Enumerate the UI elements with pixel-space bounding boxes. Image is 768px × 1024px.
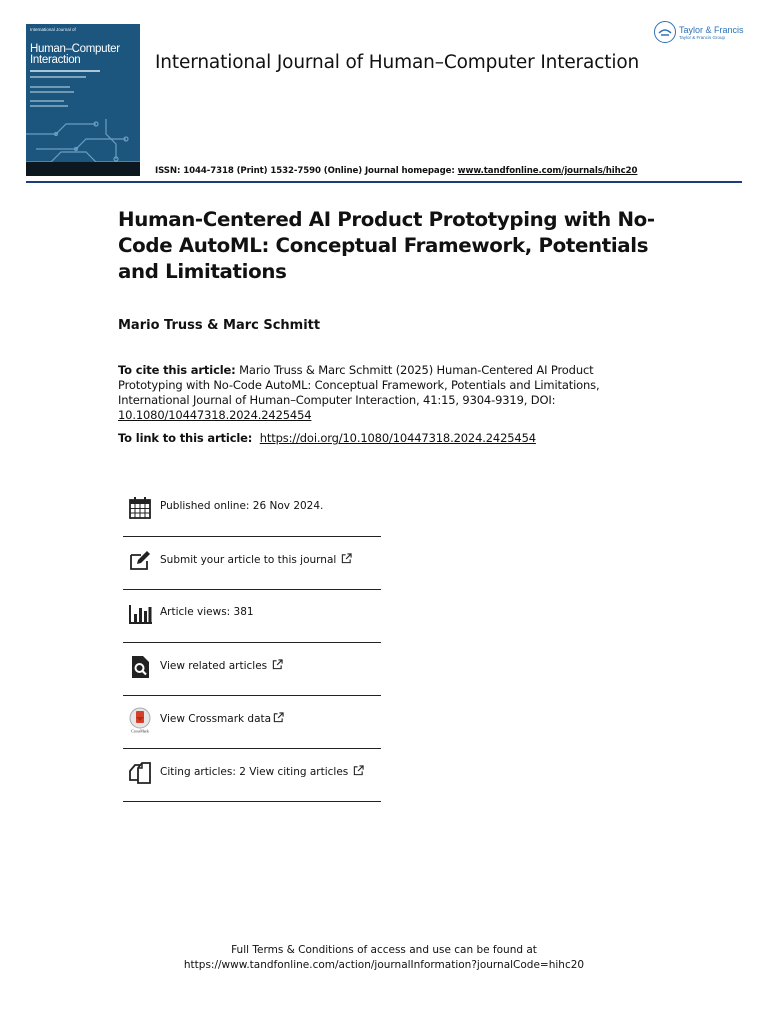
cover-title: Human–Computer Interaction xyxy=(30,43,120,66)
edit-icon xyxy=(128,549,152,573)
info-row-crossmark[interactable] xyxy=(123,696,381,749)
terms-link[interactable]: https://www.tandfonline.com/action/journalInformation?journalCode=hihc20 xyxy=(183,959,585,971)
crossmark-icon xyxy=(128,706,152,734)
related-articles-link[interactable]: View related articles xyxy=(160,660,268,672)
info-row-related[interactable] xyxy=(123,643,381,696)
citation-block xyxy=(118,363,638,423)
external-link-icon xyxy=(341,553,352,564)
issn-text: ISSN: 1044-7318 (Print) 1532-7590 (Online) Journal homepage: xyxy=(155,166,458,176)
external-link-icon xyxy=(272,659,283,670)
header-divider xyxy=(26,181,742,183)
bar-chart-icon xyxy=(128,602,152,626)
citing-articles-link[interactable]: Citing articles: 2 View citing articles xyxy=(160,766,349,778)
journal-cover-image xyxy=(26,24,140,176)
article-title: Human-Centered AI Product Prototyping with No-Code AutoML: Conceptual Framework, Potentials and Limitations xyxy=(118,208,655,283)
published-date: Published online: 26 Nov 2024. xyxy=(160,500,324,512)
article-info-list xyxy=(123,484,381,802)
info-row-views xyxy=(123,590,381,643)
cover-top-text: International Journal of xyxy=(30,27,76,32)
calendar-icon xyxy=(128,496,152,520)
publisher-group: Taylor & Francis Group xyxy=(679,34,726,40)
article-link-line xyxy=(118,431,536,445)
submit-article-link[interactable]: Submit your article to this journal xyxy=(160,554,337,566)
journal-homepage-link[interactable]: www.tandfonline.com/journals/hihc20 xyxy=(457,166,638,176)
external-link-icon xyxy=(353,765,364,776)
external-link-icon xyxy=(273,712,284,723)
info-row-citing[interactable] xyxy=(123,749,381,802)
terms-footer xyxy=(0,943,768,973)
search-document-icon xyxy=(128,655,152,679)
info-row-submit[interactable] xyxy=(123,537,381,590)
link-label: To link to this article: xyxy=(118,431,253,445)
cite-label: To cite this article: xyxy=(118,363,236,377)
journal-title: International Journal of Human–Computer Interaction xyxy=(155,52,640,73)
cite-doi-link[interactable]: 10.1080/10447318.2024.2425454 xyxy=(118,408,312,422)
publisher-name: Taylor & Francis xyxy=(679,24,744,35)
cite-text: Mario Truss & Marc Schmitt (2025) Human-Centered AI Product Prototyping with No-Code AutoML: Conceptual Framework, Potentials and Limitations, International Journal of Human–Computer Interaction, 41:15, 9304-9319, DOI: xyxy=(118,363,600,407)
info-row-published xyxy=(123,484,381,537)
crossmark-link[interactable]: View Crossmark data xyxy=(160,713,272,725)
taylor-francis-icon xyxy=(654,21,676,43)
publisher-logo[interactable] xyxy=(654,21,744,43)
issn-line xyxy=(155,166,637,176)
article-doi-link[interactable]: https://doi.org/10.1080/10447318.2024.2425454 xyxy=(259,431,536,445)
svg-text:CrossMark: CrossMark xyxy=(131,728,149,734)
article-authors: Mario Truss & Marc Schmitt xyxy=(118,318,321,333)
terms-text: Full Terms & Conditions of access and use can be found at xyxy=(231,944,537,956)
citing-articles-icon xyxy=(128,761,152,785)
article-views: Article views: 381 xyxy=(160,606,254,618)
